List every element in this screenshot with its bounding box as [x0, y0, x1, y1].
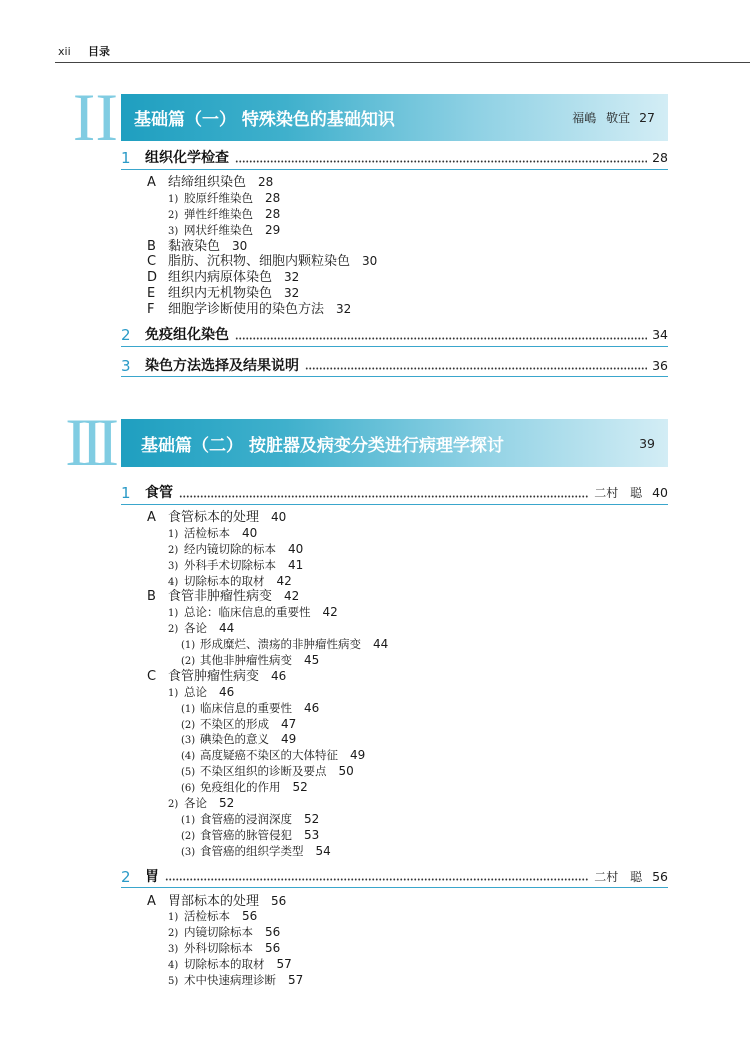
entry-title: 总论	[184, 684, 207, 699]
toc-entry	[121, 939, 668, 955]
toc-entry	[121, 923, 668, 939]
toc-entry	[121, 221, 668, 237]
toc-entry	[121, 173, 668, 189]
entry-marker: 4)	[168, 960, 179, 972]
entry-title: 切除标本的取材	[184, 957, 265, 972]
entry-page-number: 29	[265, 222, 281, 237]
entry-marker: (2)	[181, 656, 196, 668]
entry-title: 临床信息的重要性	[200, 700, 292, 715]
toc-entry	[121, 794, 668, 810]
entry-title: 外科切除标本	[184, 941, 253, 956]
entry-marker: (3)	[181, 735, 196, 747]
toc-entry	[121, 683, 668, 699]
entry-marker: (6)	[181, 783, 196, 795]
entry-title: 各论	[184, 796, 207, 811]
entry-page-number: 57	[288, 973, 304, 988]
entry-title: 切除标本的取材	[184, 573, 265, 588]
chapter-page-number: 56	[652, 868, 668, 884]
entry-title: 食管癌的脉管侵犯	[200, 827, 292, 842]
chapter-page-number: 36	[652, 357, 668, 373]
entry-title: 细胞学诊断使用的染色方法	[168, 302, 325, 318]
entry-page-number: 42	[284, 589, 300, 604]
entry-page-number: 56	[271, 893, 287, 908]
chapter-number: 1	[121, 149, 131, 168]
chapter-author: 二村 聪	[594, 869, 643, 884]
entry-page-number: 44	[219, 621, 235, 636]
entry-page-number: 28	[258, 175, 274, 189]
toc-entry	[121, 540, 668, 556]
entry-list	[121, 173, 668, 316]
entry-title: 经内镜切除的标本	[184, 541, 276, 556]
entry-page-number: 32	[284, 286, 300, 301]
entry-marker: (1)	[181, 640, 196, 652]
entry-page-number: 56	[265, 925, 281, 940]
chapter	[121, 867, 668, 987]
dot-leader	[179, 495, 589, 498]
toc-entry	[121, 205, 668, 221]
entry-title: 高度疑癌不染区的大体特征	[200, 748, 338, 763]
part-numeral: III	[65, 404, 112, 480]
chapter-heading	[121, 325, 668, 347]
entry-marker: E	[147, 286, 156, 302]
entry-title: 各论	[184, 621, 207, 636]
entry-page-number: 40	[271, 510, 287, 524]
toc-entry	[121, 619, 668, 635]
toc-entry	[121, 284, 668, 300]
entry-marker: 1)	[168, 528, 179, 540]
toc-entry	[121, 810, 668, 826]
entry-title: 食管肿瘤性病变	[168, 668, 260, 684]
running-title: 目录	[88, 45, 110, 58]
toc-entry	[121, 762, 668, 778]
part-banner	[121, 94, 668, 141]
part-author: 福嶋 敬宜	[572, 111, 631, 125]
chapter-list	[121, 148, 668, 377]
entry-page-number: 40	[242, 525, 258, 540]
entry-marker: (4)	[181, 751, 196, 763]
dot-leader	[235, 337, 647, 340]
toc-entry	[121, 730, 668, 746]
entry-title: 活检标本	[184, 909, 230, 924]
entry-page-number: 28	[265, 190, 281, 205]
entry-page-number: 49	[350, 748, 366, 763]
chapter-page-number: 28	[652, 150, 668, 166]
toc-entry	[121, 826, 668, 842]
entry-marker: C	[147, 668, 157, 684]
toc-entry	[121, 556, 668, 572]
part-meta	[572, 109, 655, 126]
toc-entry	[121, 907, 668, 923]
entry-marker: (1)	[181, 814, 196, 826]
entry-marker: 5)	[168, 976, 179, 988]
entry-page-number: 52	[304, 811, 320, 826]
entry-title: 组织内无机物染色	[168, 286, 273, 302]
entry-marker: 2)	[168, 928, 179, 940]
toc-entry	[121, 971, 668, 987]
toc-entry	[121, 842, 668, 858]
entry-page-number: 47	[281, 716, 297, 731]
entry-page-number: 41	[288, 557, 304, 572]
toc-entry	[121, 524, 668, 540]
chapter-author: 二村 聪	[594, 486, 643, 501]
entry-page-number: 45	[304, 653, 320, 668]
toc-entry	[121, 955, 668, 971]
entry-marker: D	[147, 270, 158, 286]
toc-entry	[121, 587, 668, 603]
entry-marker: 1)	[168, 687, 179, 699]
entry-page-number: 44	[373, 637, 389, 652]
toc-entry	[121, 778, 668, 794]
part-meta	[630, 436, 655, 451]
toc-entry	[121, 300, 668, 316]
toc-entry	[121, 508, 668, 524]
entry-marker: A	[147, 175, 156, 190]
chapter-list	[121, 483, 668, 987]
entry-marker: F	[147, 302, 155, 318]
chapter-heading	[121, 356, 668, 378]
part-page-number: 27	[639, 110, 655, 125]
toc-entry	[121, 252, 668, 268]
chapter-title: 染色方法选择及结果说明	[145, 357, 299, 374]
entry-title: 结缔组织染色	[168, 175, 247, 190]
chapter	[121, 483, 668, 858]
dot-leader	[305, 367, 647, 370]
entry-title: 食管癌的组织学类型	[200, 843, 304, 858]
toc-entry	[121, 572, 668, 588]
entry-title: 黏液染色	[168, 238, 221, 254]
entry-page-number: 49	[281, 732, 297, 747]
toc-entry	[121, 699, 668, 715]
part-banner	[121, 419, 668, 467]
part-title: 基础篇（一） 特殊染色的基础知识	[134, 110, 395, 130]
entry-page-number: 56	[265, 941, 281, 956]
toc-entry	[121, 237, 668, 253]
entry-title: 胃部标本的处理	[168, 893, 260, 909]
entry-marker: B	[147, 238, 156, 254]
entry-page-number: 46	[219, 684, 235, 699]
chapter-heading	[121, 483, 668, 505]
entry-title: 术中快速病理诊断	[184, 973, 276, 988]
toc-entry	[121, 635, 668, 651]
chapter-title: 胃	[145, 868, 159, 885]
toc-entry	[121, 667, 668, 683]
entry-page-number: 42	[322, 605, 338, 620]
entry-title: 组织内病原体染色	[168, 270, 273, 286]
entry-title: 活检标本	[184, 525, 230, 540]
entry-marker: 2)	[168, 799, 179, 811]
entry-title: 食管非肿瘤性病变	[168, 589, 273, 605]
chapter-heading	[121, 148, 668, 170]
toc-entry	[121, 268, 668, 284]
entry-marker: C	[147, 254, 157, 270]
chapter-number: 3	[121, 356, 131, 375]
toc-entry	[121, 651, 668, 667]
chapter-heading	[121, 867, 668, 889]
entry-title: 碘染色的意义	[200, 732, 269, 747]
entry-marker: (1)	[181, 703, 196, 715]
entry-marker: B	[147, 589, 156, 605]
entry-page-number: 56	[242, 909, 258, 924]
entry-page-number: 52	[292, 780, 308, 795]
toc-entry	[121, 892, 668, 908]
entry-marker: 3)	[168, 944, 179, 956]
entry-title: 外科手术切除标本	[184, 557, 276, 572]
chapter-page-number: 34	[652, 327, 668, 343]
part-numeral: II	[72, 79, 118, 155]
entry-title: 其他非肿瘤性病变	[200, 653, 292, 668]
toc-entry	[121, 603, 668, 619]
entry-marker: 1)	[168, 193, 179, 205]
entry-page-number: 32	[284, 270, 300, 285]
entry-title: 内镜切除标本	[184, 925, 253, 940]
part-title: 基础篇（二） 按脏器及病变分类进行病理学探讨	[141, 435, 504, 456]
entry-marker: (2)	[181, 719, 196, 731]
entry-page-number: 30	[232, 238, 248, 253]
entry-page-number: 46	[271, 668, 287, 683]
entry-page-number: 46	[304, 700, 320, 715]
entry-page-number: 52	[219, 796, 235, 811]
entry-page-number: 30	[362, 254, 378, 269]
entry-marker: 2)	[168, 544, 179, 556]
page-number: xii	[58, 45, 71, 58]
entry-title: 胶原纤维染色	[184, 190, 253, 205]
entry-marker: (2)	[181, 830, 196, 842]
entry-title: 免疫组化的作用	[200, 780, 281, 795]
dot-leader	[165, 878, 589, 881]
entry-page-number: 53	[304, 827, 320, 842]
entry-marker: 1)	[168, 912, 179, 924]
entry-page-number: 50	[338, 764, 354, 779]
chapter-number: 1	[121, 484, 131, 503]
entry-marker: A	[147, 510, 156, 525]
entry-page-number: 40	[288, 541, 304, 556]
running-header	[55, 41, 750, 63]
entry-marker: 4)	[168, 576, 179, 588]
chapter	[121, 325, 668, 347]
entry-title: 形成糜烂、溃疡的非肿瘤性病变	[200, 637, 361, 652]
chapter-number: 2	[121, 326, 131, 345]
chapter-number: 2	[121, 867, 131, 886]
chapter	[121, 356, 668, 378]
entry-title: 不染区的形成	[200, 716, 269, 731]
entry-page-number: 57	[276, 957, 292, 972]
entry-title: 脂肪、沉积物、细胞内颗粒染色	[168, 254, 351, 270]
entry-title: 弹性纤维染色	[184, 206, 253, 221]
chapter-page-number: 40	[652, 485, 668, 501]
dot-leader	[235, 160, 647, 163]
entry-list	[121, 892, 668, 987]
entry-marker: 2)	[168, 624, 179, 636]
entry-list	[121, 508, 668, 858]
entry-marker: 1)	[168, 608, 179, 620]
entry-title: 食管癌的浸润深度	[200, 811, 292, 826]
entry-title: 食管标本的处理	[168, 510, 260, 525]
entry-title: 不染区组织的诊断及要点	[200, 764, 327, 779]
chapter-title: 组织化学检查	[145, 150, 229, 167]
entry-marker: 2)	[168, 209, 179, 221]
entry-marker: 3)	[168, 225, 179, 237]
chapter	[121, 148, 668, 316]
toc-entry	[121, 715, 668, 731]
entry-page-number: 42	[276, 573, 292, 588]
entry-marker: (3)	[181, 846, 196, 858]
entry-marker: (5)	[181, 767, 196, 779]
entry-title: 总论：临床信息的重要性	[184, 605, 311, 620]
entry-marker: A	[147, 893, 156, 909]
chapter-title: 免疫组化染色	[145, 327, 229, 344]
entry-page-number: 32	[336, 302, 352, 317]
entry-marker: 3)	[168, 560, 179, 572]
toc-entry	[121, 189, 668, 205]
entry-page-number: 28	[265, 206, 281, 221]
entry-page-number: 54	[315, 843, 331, 858]
toc-entry	[121, 746, 668, 762]
chapter-title: 食管	[145, 485, 173, 502]
entry-title: 网状纤维染色	[184, 222, 253, 237]
part-page-number: 39	[639, 435, 655, 451]
